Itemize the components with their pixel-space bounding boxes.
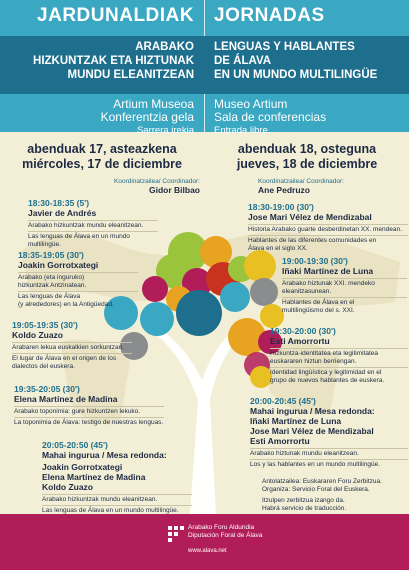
title-basque: JARDUNALDIAK [37, 5, 194, 26]
footer-logo-text: Arabako Foru Aldundia Diputación Foral de Álava [188, 524, 263, 539]
speech-bubble-icon [250, 278, 278, 306]
speech-bubble-icon [260, 304, 284, 328]
session: 20:05-20:50 (45') Mahai ingurua / Mesa redonda: Joakin Gorrotxategi Elena Martínez de Madina Koldo Zuazo Arabako hizkuntzak mundu eleanitzean. Las lenguas de Álava en un mundo multilingüe. [42, 440, 192, 515]
title-spanish: JORNADAS [214, 5, 325, 26]
day2-date: abenduak 18, osteguna jueves, 18 de diciembre [236, 142, 378, 171]
session: 18:30-18:35 (5') Javier de Andrés Arabako hizkuntzak mundu eleanitzean. Las lenguas de Álava en un mundo multilingüe. [28, 198, 158, 249]
session: 19:35-20:05 (30') Elena Martínez de Madina Arabako toponimia: gure hizkuntzen lekuko. La toponimia de Álava: testigo de nuestras lenguas. [14, 384, 164, 426]
subtitle-spanish: LENGUAS Y HABLANTES DE ÁLAVA EN UN MUNDO MULTILINGÜE [214, 41, 378, 81]
subtitle-basque: ARABAKO HIZKUNTZAK ETA HIZTUNAK MUNDU ELEANITZEAN [33, 41, 194, 81]
venue-spanish: Museo Artium Sala de conferencias Entrada libre [214, 97, 327, 136]
session: 20:00-20:45 (45') Mahai ingurua / Mesa redonda: Iñaki Martínez de Luna Jose Mari Vélez de Mendizabal Esti Amorrortu Arabako hiztunak mundu eleanitzean. Los y las hablantes en un mundo multilingüe. [250, 396, 408, 469]
session: 19:30-20:00 (30') Esti Amorrortu Hizkuntza-identitatea eta legitimitatea euskararen hiztun berriengan. Identidad lingüística y legitimidad en el grupo de nuevos hablantes de euskera. [270, 326, 408, 385]
day2-coordinator: Koordinatzailea/ Coordinador: Ane Pedruzo [258, 178, 344, 195]
footer-url[interactable]: www.alava.net [188, 548, 227, 554]
speech-bubble-icon [220, 282, 250, 312]
session: 19:05-19:35 (30') Koldo Zuazo Arabaren lekua euskalkien sorkuntzan. El lugar de Álava en el origen de los dialectos del euskera. [12, 320, 132, 371]
government-logo-icon [166, 524, 186, 544]
session: 19:00-19:30 (30') Iñaki Martínez de Luna Arabako hiztunak XXI. mendeko eleanitzasunean. Hablantes de Álava en el multilingüismo del s. XXI. [282, 256, 407, 315]
translation-note: Itzulpen zerbitzua izango da. Habrá servicio de traducción. [262, 497, 347, 512]
speech-bubble-icon [244, 250, 276, 282]
venue-basque: Artium Museoa Konferentzia gela Sarrera irekia [100, 97, 194, 136]
speech-bubble-icon [176, 290, 222, 336]
day1-coordinator: Koordinatzailea/ Coordinador: Gidor Bilbao [114, 178, 200, 195]
session: 18:30-19:00 (30') Jose Mari Vélez de Mendizabal Historia Arabako guarte desberdinetan XX. mendean. Hablantes de las diferentes comunidades en Álava en el siglo XX. [248, 202, 408, 253]
session: 18:35-19:05 (30') Joakin Gorrotxategi Arabako (eta inguruko) hizkuntzak Antzinatean. Las lenguas de Álava (y alrededores) en la Antigüedad. [18, 250, 138, 309]
day1-date: abenduak 17, asteazkena miércoles, 17 de diciembre [22, 142, 182, 171]
organizer-note: Antolatzailea: Euskararen Foru Zerbitzua. Organiza: Servicio Foral del Euskera. [262, 478, 382, 493]
footer-band [0, 514, 409, 570]
speech-bubble-icon [140, 302, 174, 336]
speech-bubble-icon [250, 366, 272, 388]
speech-bubble-icon [142, 276, 168, 302]
